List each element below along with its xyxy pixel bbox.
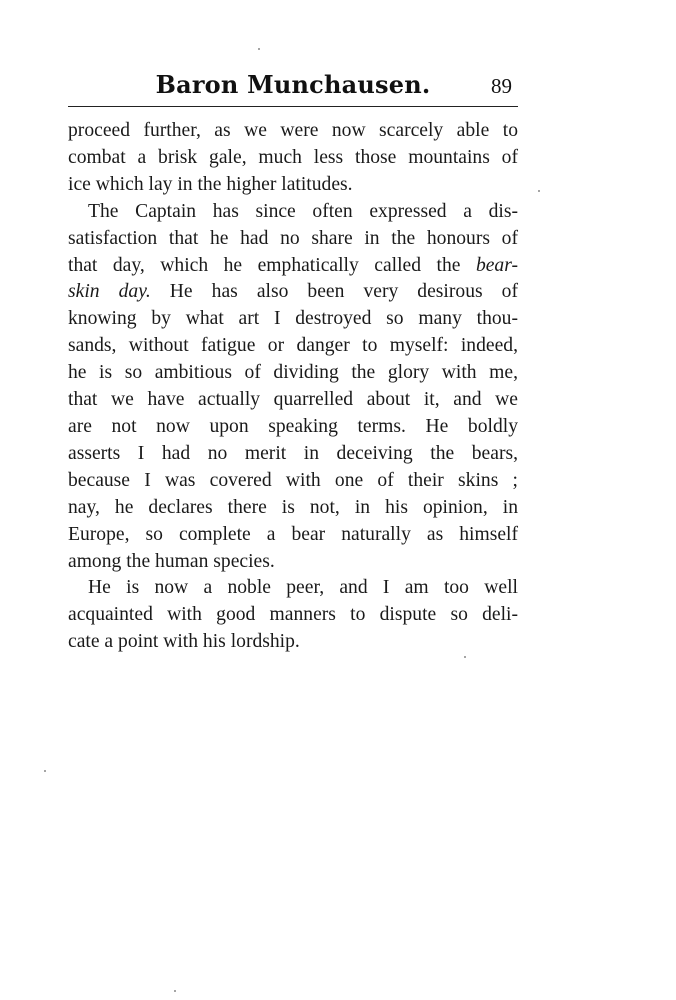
italic-phrase: bear- (475, 254, 518, 276)
text-line: sands, without fatigue or danger to myself: indeed, (68, 335, 518, 357)
paper-speck (44, 770, 46, 772)
text-line: acquainted with good manners to dispute so deli- (68, 604, 518, 626)
text-line: cate a point with his lordship. (68, 631, 300, 653)
text-line: satisfaction that he had no share in the honours of (68, 227, 518, 249)
body-text (68, 118, 518, 656)
paper-speck (258, 48, 260, 50)
paper-speck (464, 656, 466, 658)
text-line: combat a brisk gale, much less those mountains of (68, 146, 518, 168)
text-line: knowing by what art I destroyed so many thou- (68, 308, 518, 330)
text-line-part: He has also been very desirous of (169, 281, 518, 303)
running-title: Baron Munchausen. (155, 70, 431, 99)
header-rule (68, 106, 518, 107)
italic-phrase: skin day. (68, 281, 151, 303)
text-line: because I was covered with one of their skins ; (68, 469, 518, 491)
text-line: The Captain has since often expressed a dis- (88, 200, 518, 222)
text-line: are not now upon speaking terms. He boldly (68, 415, 518, 437)
text-line: among the human species. (68, 550, 275, 572)
paper-speck (538, 190, 540, 192)
running-head (68, 66, 518, 102)
text-line: that we have actually quarrelled about it, and we (68, 389, 518, 411)
text-line: Europe, so complete a bear naturally as himself (68, 523, 518, 545)
text-line-part: that day, which he emphatically called the (68, 254, 461, 276)
paragraph-2 (68, 199, 518, 576)
text-line: proceed further, as we were now scarcely able to (68, 120, 518, 141)
text-line: he is so ambitious of dividing the glory with me, (68, 362, 518, 384)
text-line: asserts I had no merit in deceiving the bears, (68, 442, 518, 464)
text-line: ice which lay in the higher latitudes. (68, 173, 353, 195)
page-number: 89 (491, 74, 512, 98)
text-line: He is now a noble peer, and I am too well (88, 577, 518, 599)
text-line: nay, he declares there is not, in his opinion, in (68, 496, 518, 518)
paragraph-3 (68, 575, 518, 656)
text-line (68, 253, 518, 280)
paper-speck (174, 990, 176, 992)
text-line (68, 279, 518, 306)
paragraph-1 (68, 118, 518, 199)
